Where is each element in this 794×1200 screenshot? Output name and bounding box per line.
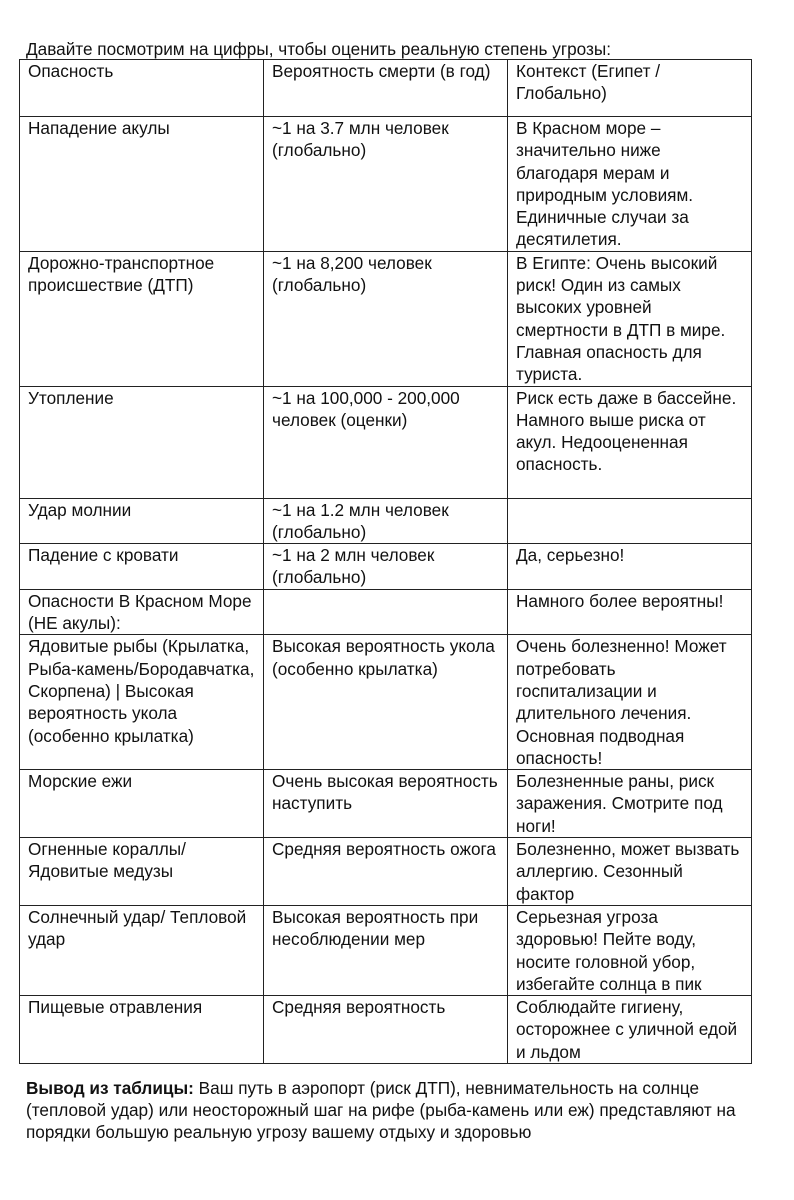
cell-context: Да, серьезно! xyxy=(508,544,752,590)
cell-probability: ~1 на 100,000 - 200,000 человек (оценки) xyxy=(264,386,508,498)
cell-context: В Красном море – значительно ниже благодаря мерам и природным условиям. Единичные случаи за десятилетия. xyxy=(508,117,752,252)
cell-context: Риск есть даже в бассейне. Намного выше риска от акул. Недооцененная опасность. xyxy=(508,386,752,498)
conclusion-text: Ваш путь в аэропорт (риск ДТП), невнимательность на солнце (тепловой удар) или неосторожный шаг на рифе (рыба-камень или еж) представляют на порядки большую реальную угрозу вашему отдыху и здоровью xyxy=(26,1078,736,1142)
cell-probability: Средняя вероятность xyxy=(264,996,508,1064)
cell-context xyxy=(508,498,752,544)
cell-probability: Высокая вероятность укола (особенно крылатка) xyxy=(264,635,508,770)
cell-context: Очень болезненно! Может потребовать госпитализации и длительного лечения. Основная подводная опасность! xyxy=(508,635,752,770)
table-row xyxy=(20,386,752,498)
cell-danger: Падение с кровати xyxy=(20,544,264,590)
cell-context: В Египте: Очень высокий риск! Один из самых высоких уровней смертности в ДТП в мире. Главная опасность для туриста. xyxy=(508,251,752,386)
cell-probability: ~1 на 1.2 млн человек (глобально) xyxy=(264,498,508,544)
cell-danger: Солнечный удар/ Тепловой удар xyxy=(20,905,264,995)
table-row xyxy=(20,996,752,1064)
table-row xyxy=(20,251,752,386)
intro-text: Давайте посмотрим на цифры, чтобы оценить реальную степень угрозы: xyxy=(26,39,612,59)
cell-danger: Нападение акулы xyxy=(20,117,264,252)
cell-probability xyxy=(264,589,508,635)
cell-probability: Очень высокая вероятность наступить xyxy=(264,770,508,838)
table-row xyxy=(20,770,752,838)
table-row xyxy=(20,905,752,995)
table-row xyxy=(20,589,752,635)
risk-table xyxy=(19,59,752,1064)
table-row xyxy=(20,544,752,590)
table-row xyxy=(20,838,752,906)
cell-context: Соблюдайте гигиену, осторожнее с уличной едой и льдом xyxy=(508,996,752,1064)
header-context: Контекст (Египет / Глобально) xyxy=(508,60,752,117)
header-danger: Опасность xyxy=(20,60,264,117)
cell-probability: ~1 на 8,200 человек (глобально) xyxy=(264,251,508,386)
cell-danger: Ядовитые рыбы (Крылатка, Рыба-камень/Бородавчатка, Скорпена) | Высокая вероятность укола (особенно крылатка) xyxy=(20,635,264,770)
header-death-probability: Вероятность смерти (в год) xyxy=(264,60,508,117)
table-row xyxy=(20,498,752,544)
cell-danger: Опасности В Красном Море (НЕ акулы): xyxy=(20,589,264,635)
conclusion-label: Вывод из таблицы: xyxy=(26,1078,194,1098)
table-row xyxy=(20,635,752,770)
cell-probability: ~1 на 2 млн человек (глобально) xyxy=(264,544,508,590)
cell-probability: Средняя вероятность ожога xyxy=(264,838,508,906)
conclusion-paragraph xyxy=(26,1077,766,1143)
cell-danger: Утопление xyxy=(20,386,264,498)
cell-danger: Пищевые отравления xyxy=(20,996,264,1064)
cell-danger: Дорожно-транспортное происшествие (ДТП) xyxy=(20,251,264,386)
cell-context: Болезненно, может вызвать аллергию. Сезонный фактор xyxy=(508,838,752,906)
cell-probability: ~1 на 3.7 млн человек (глобально) xyxy=(264,117,508,252)
cell-danger: Морские ежи xyxy=(20,770,264,838)
table-row xyxy=(20,117,752,252)
cell-danger: Удар молнии xyxy=(20,498,264,544)
cell-probability: Высокая вероятность при несоблюдении мер xyxy=(264,905,508,995)
table-header-row xyxy=(20,60,752,117)
cell-danger: Огненные кораллы/ Ядовитые медузы xyxy=(20,838,264,906)
cell-context: Болезненные раны, риск заражения. Смотрите под ноги! xyxy=(508,770,752,838)
cell-context: Намного более вероятны! xyxy=(508,589,752,635)
cell-context: Серьезная угроза здоровью! Пейте воду, носите головной убор, избегайте солнца в пик xyxy=(508,905,752,995)
